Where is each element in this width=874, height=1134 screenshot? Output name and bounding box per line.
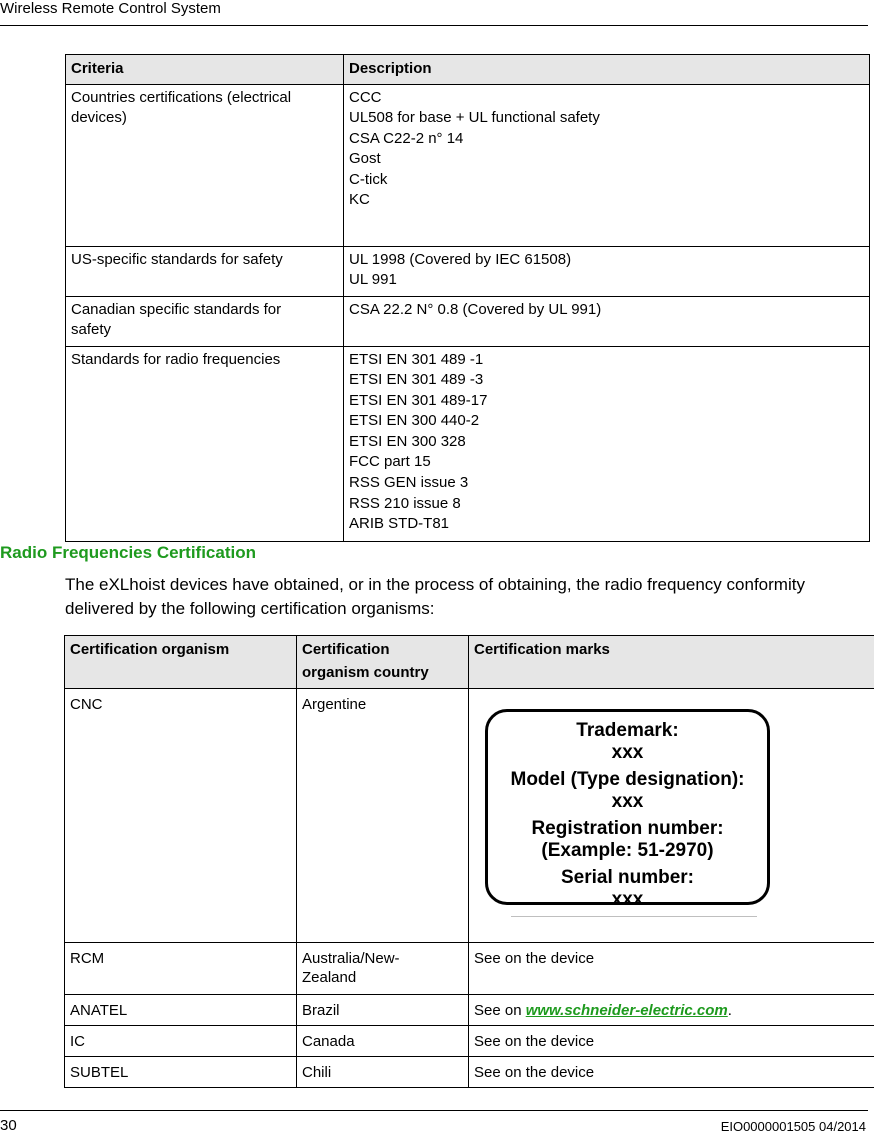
marks-cell: See on www.schneider-electric.com. — [469, 995, 874, 1026]
table-row — [66, 246, 870, 296]
section-intro: The eXLhoist devices have obtained, or in the process of obtaining, the radio frequency conformity delivered by the following certification organisms: — [65, 573, 870, 621]
organism-cell: CNC — [65, 689, 297, 943]
column-header: Certification marks — [469, 636, 874, 689]
organism-cell: RCM — [65, 943, 297, 995]
country-cell: Argentine — [297, 689, 469, 943]
mark-shadow-line — [511, 916, 757, 917]
criteria-table — [65, 54, 870, 542]
column-header: Certification organism — [65, 636, 297, 689]
table-header-row — [66, 55, 870, 85]
organism-cell: ANATEL — [65, 995, 297, 1026]
table-row — [66, 296, 870, 346]
country-cell: Canada — [297, 1026, 469, 1057]
criteria-cell: Countries certifications (electrical devices) — [66, 84, 344, 246]
description-cell: ETSI EN 301 489 -1 ETSI EN 301 489 -3 ETSI EN 301 489-17 ETSI EN 300 440-2 ETSI EN 300 328 FCC part 15 RSS GEN issue 3 RSS 210 issue 8 ARIB STD-T81 — [344, 346, 870, 541]
organism-cell: IC — [65, 1026, 297, 1057]
table-row — [65, 943, 874, 995]
footer-rule — [0, 1110, 868, 1111]
country-cell: Australia/New- Zealand — [297, 943, 469, 995]
country-cell: Chili — [297, 1057, 469, 1088]
header-rule — [0, 25, 868, 26]
certification-table — [64, 635, 874, 1088]
marks-cell — [469, 689, 874, 943]
description-cell: CSA 22.2 N° 0.8 (Covered by UL 991) — [344, 296, 870, 346]
marks-cell: See on the device — [469, 1026, 874, 1057]
marks-cell: See on the device — [469, 1057, 874, 1088]
column-header: Certification organism country — [297, 636, 469, 689]
section-heading: Radio Frequencies Certification — [0, 543, 256, 563]
marks-cell: See on the device — [469, 943, 874, 995]
country-cell: Brazil — [297, 995, 469, 1026]
column-header: Description — [344, 55, 870, 85]
certification-mark-label: Trademark: xxx Model (Type designation): xxx Registration number: (Example: 51-2970) Serial number: xxx — [485, 709, 770, 905]
table-row — [65, 689, 874, 943]
description-cell: UL 1998 (Covered by IEC 61508) UL 991 — [344, 246, 870, 296]
page-number: 30 — [0, 1117, 17, 1134]
criteria-cell: Standards for radio frequencies — [66, 346, 344, 541]
table-row — [66, 84, 870, 246]
table-row — [65, 995, 874, 1026]
table-row — [65, 1057, 874, 1088]
criteria-cell: Canadian specific standards for safety — [66, 296, 344, 346]
criteria-cell: US-specific standards for safety — [66, 246, 344, 296]
description-cell: CCC UL508 for base + UL functional safety CSA C22-2 n° 14 Gost C-tick KC — [344, 84, 870, 246]
table-row — [65, 1026, 874, 1057]
column-header: Criteria — [66, 55, 344, 85]
running-header: Wireless Remote Control System — [0, 0, 221, 17]
schneider-website-link[interactable]: www.schneider-electric.com — [526, 1002, 728, 1019]
table-row — [66, 346, 870, 541]
table-header-row — [65, 636, 874, 689]
document-reference: EIO0000001505 04/2014 — [721, 1119, 866, 1134]
organism-cell: SUBTEL — [65, 1057, 297, 1088]
